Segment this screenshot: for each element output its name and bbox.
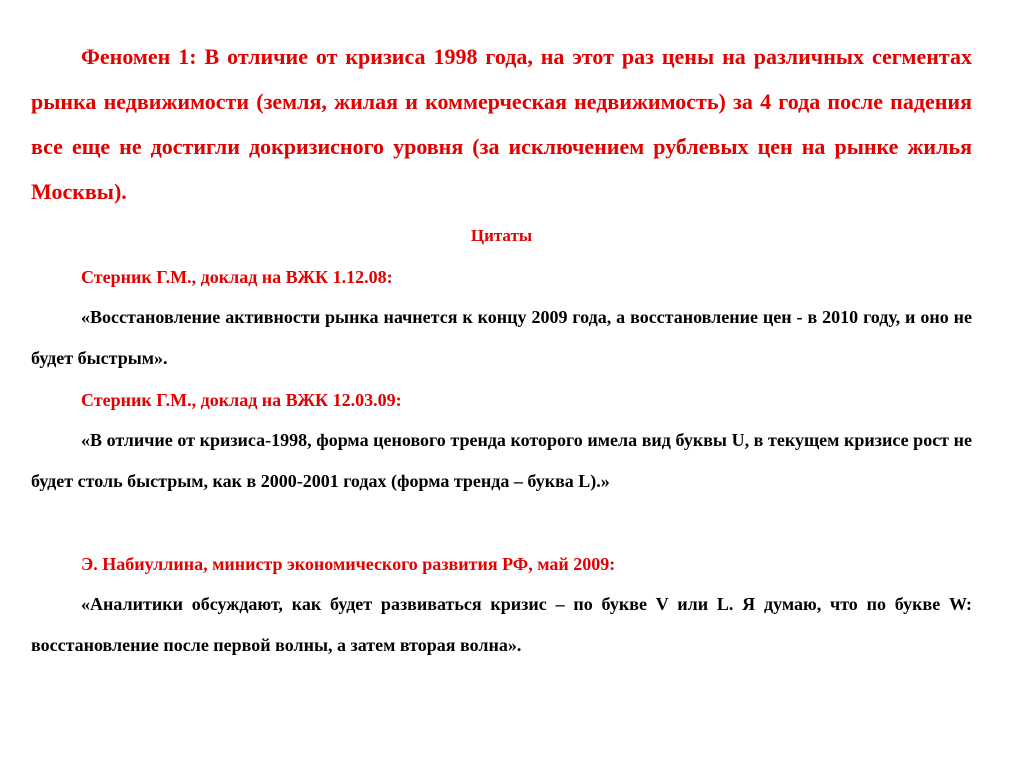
quote-author-2: Стерник Г.М., доклад на ВЖК 12.03.09: (81, 390, 402, 410)
phenomenon-paragraph: Феномен 1: В отличие от кризиса 1998 года, на этот раз цены на различных сегментах рынка недвижимости (земля, жилая и коммерческая недвижимость) за 4 года после падения все еще не достигли докризисного уровня (за исключением рублевых цен на рынке жилья Москвы). (31, 44, 972, 204)
quote-author-3: Э. Набиуллина, министр экономического развития РФ, май 2009: (81, 554, 616, 574)
quote-text-2: «В отличие от кризиса-1998, форма ценового тренда которого имела вид буквы U, в текущем кризисе рост не будет столь быстрым, как в 2000-2001 годах (форма тренда – буква L).» (31, 430, 972, 491)
quote-text-1: «Восстановление активности рынка начнется к концу 2009 года, а восстановление цен - в 2010 году, и оно не будет быстрым». (31, 307, 972, 368)
quote-text-3: «Аналитики обсуждают, как будет развиваться кризис – по букве V или L. Я думаю, что по букве W: восстановление после первой волны, а затем вторая волна». (31, 594, 972, 655)
quotes-heading: Цитаты (470, 226, 533, 245)
quote-author-1: Стерник Г.М., доклад на ВЖК 1.12.08: (81, 267, 393, 287)
